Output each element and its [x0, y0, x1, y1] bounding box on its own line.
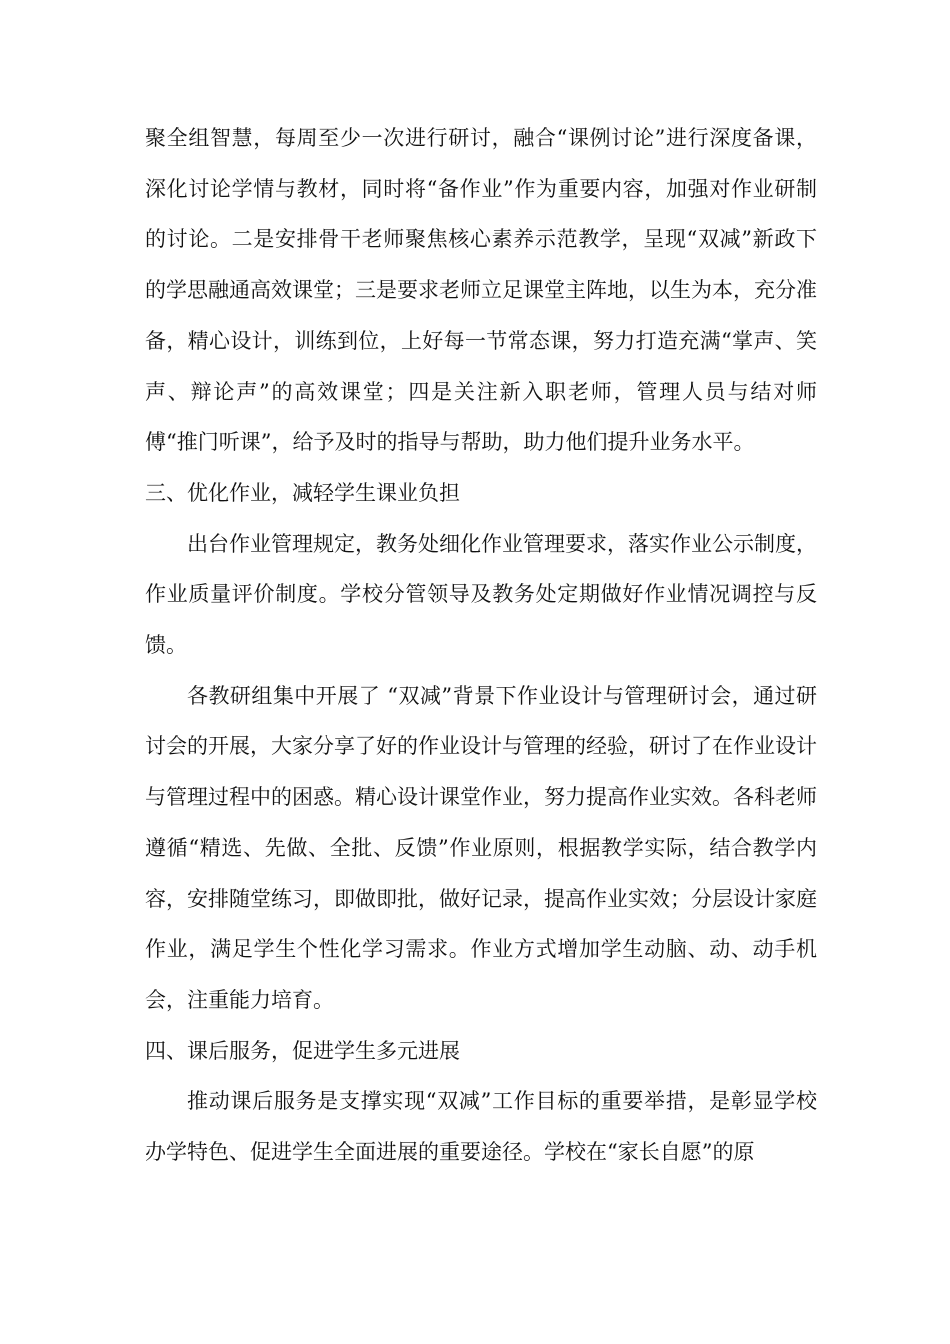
- paragraph-homework-design: 各教研组集中开展了 “双减”背景下作业设计与管理研讨会，通过研讨会的开展，大家分享了好的作业设计与管理的经验，研讨了在作业设计与管理过程中的困惑。精心设计课堂作业，努力提高作业实效。各科老师遵循“精选、先做、全批、反馈”作业原则，根据教学实际，结合教学内容，安排随堂练习，即做即批，做好记录，提高作业实效；分层设计家庭作业，满足学生个性化学习需求。作业方式增加学生动脑、动、动手机会，注重能力培育。: [145, 683, 817, 1012]
- section-heading-3: 三、优化作业，减轻学生课业负担: [145, 480, 460, 505]
- section-heading-4: 四、课后服务，促进学生多元进展: [145, 1038, 460, 1063]
- document-body: [145, 113, 817, 1178]
- paragraph-continuation: 聚全组智慧，每周至少一次进行研讨，融合“课例讨论”进行深度备课，深化讨论学情与教材，同时将“备作业”作为重要内容，加强对作业研制的讨论。二是安排骨干老师聚焦核心素养示范教学，呈现“双减”新政下的学思融通高效课堂；三是要求老师立足课堂主阵地，以生为本，充分准备，精心设计，训练到位，上好每一节常态课，努力打造充满“掌声、笑声、辩论声”的高效课堂；四是关注新入职老师，管理人员与结对师傅“推门听课”，给予及时的指导与帮助，助力他们提升业务水平。: [145, 126, 817, 455]
- paragraph-homework-rules: 出台作业管理规定，教务处细化作业管理要求，落实作业公示制度，作业质量评价制度。学校分管领导及教务处定期做好作业情况调控与反馈。: [145, 531, 817, 658]
- paragraph-after-school-service: 推动课后服务是支撑实现“双减”工作目标的重要举措，是彰显学校办学特色、促进学生全面进展的重要途径。学校在“家长自愿”的原: [145, 1089, 817, 1165]
